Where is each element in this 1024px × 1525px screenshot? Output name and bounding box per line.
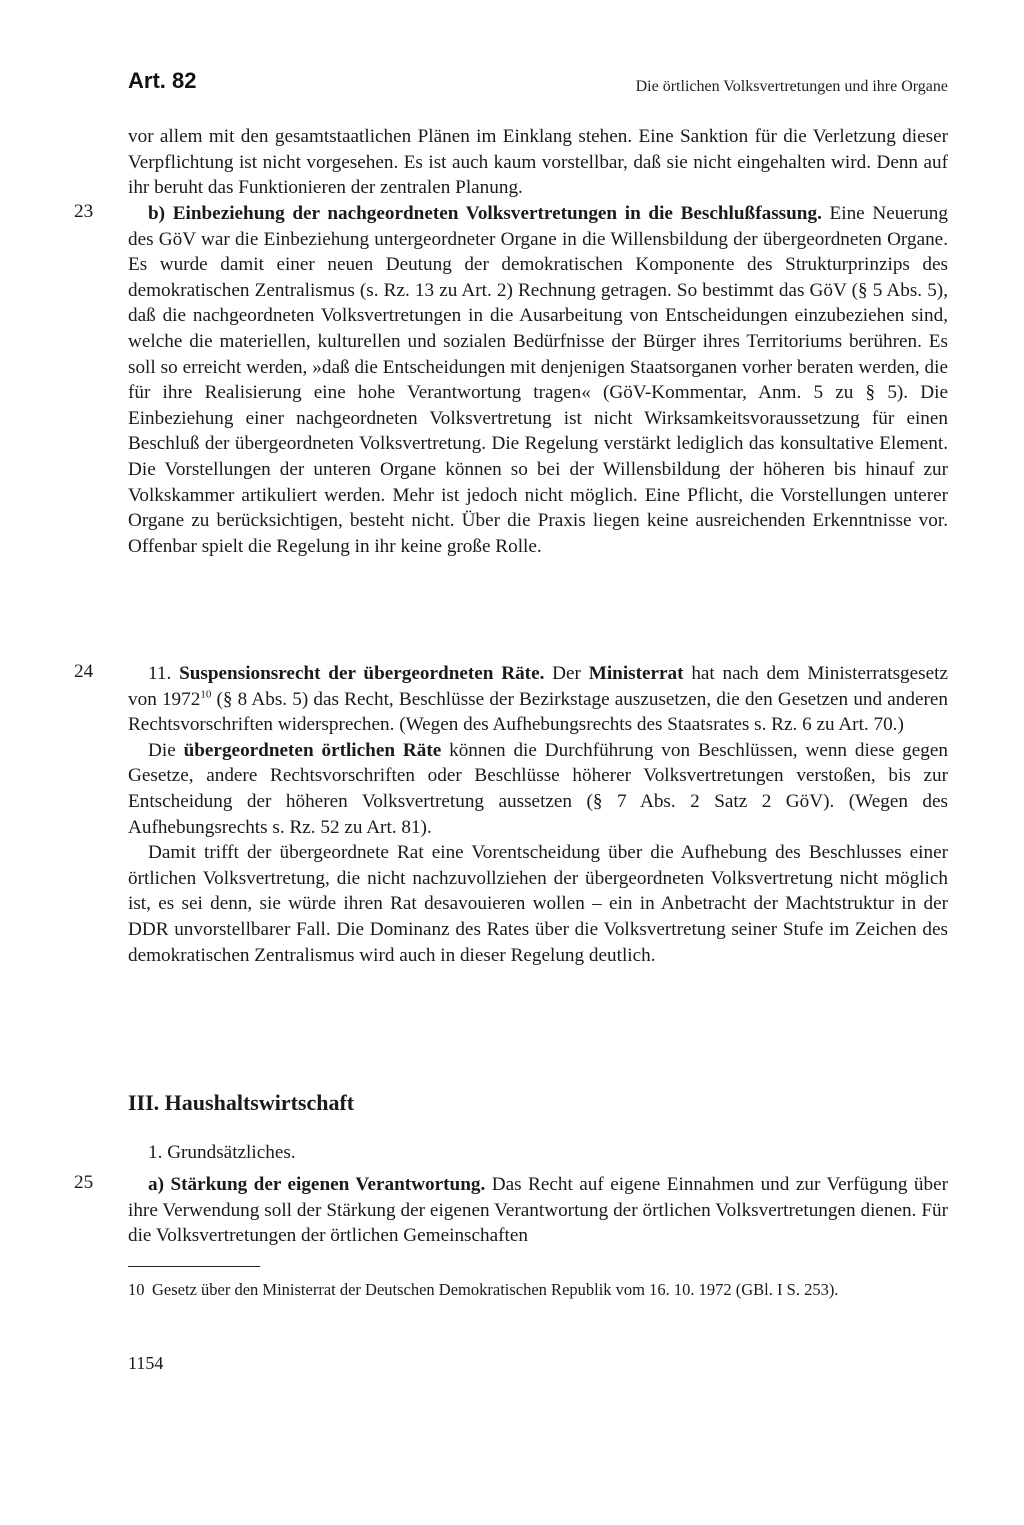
- intro-paragraph: [128, 124, 948, 201]
- intro-text: vor allem mit den gesamtstaatlichen Plänen im Einklang stehen. Eine Sanktion für die Verletzung dieser Verpflichtung ist nicht vorgesehen. Es ist auch kaum vorstellbar, daß sie nicht eingehalten wird. Denn auf ihr beruht das Funktionieren der zentralen Planung.: [128, 126, 948, 199]
- paragraph-24c-text: Damit trifft der übergeordnete Rat eine Vorentscheidung über die Aufhebung des Beschlusses einer örtlichen Volksvertretung, die nicht nachzuvollziehen der übergeordneten Volksvertretung nicht möglich ist, es sei denn, sie würde ihren Rat desavouieren wollen – ein in Anbetracht der Machtstruktur in der DDR unvorstellbarer Fall. Die Dominanz des Rates über die Volksvertretung seiner Stufe im Zeichen des demokratischen Zentralismus wird auch in dieser Regelung deutlich.: [128, 842, 948, 966]
- paragraph-24b-t2: können die Durchführung von Beschlüssen, wenn diese gegen Gesetze, andere Rechtsvorschriften oder Beschlüsse höherer Volksvertretungen verstoßen, bis zur Entscheidung der höheren Volksvertretung aussetzen (§ 7 Abs. 2 Satz 2 GöV). (Wegen des Aufhebungsrechts s. Rz. 52 zu Art. 81).: [128, 739, 948, 838]
- footnote-text: Gesetz über den Ministerrat der Deutschen Demokratischen Republik vom 16. 10. 1972 (GBl. I S. 253).: [152, 1280, 839, 1299]
- subsection-heading: 1. Grundsätzliches.: [148, 1142, 296, 1163]
- paragraph-24b-bold: übergeordneten örtlichen Räte: [183, 739, 442, 761]
- paragraph-23: [128, 201, 948, 559]
- paragraph-24b-t1: Die: [148, 739, 184, 761]
- paragraph-25-body: Das Recht auf eigene Einnahmen und zur Verfügung über ihre Verwendung soll der Stärkung der eigenen Verantwortung der örtlichen Volksvertretungen dienen. Für die Volksvertretungen der örtlichen Gemeinschaften: [128, 1174, 948, 1247]
- paragraph-25-heading: a) Stärkung der eigenen Verantwortung.: [148, 1174, 486, 1195]
- paragraph-24-t3: (§ 8 Abs. 5) das Recht, Beschlüsse der Bezirkstage auszusetzen, die den Gesetzen und anderen Rechtsvorschriften widersprechen. (Wegen des Aufhebungsrechts des Staatsrates s. Rz. 6 zu Art. 70.): [128, 688, 949, 736]
- paragraph-24: [128, 661, 948, 968]
- margin-number-24: 24: [74, 661, 94, 682]
- paragraph-23-body: Eine Neuerung des GöV war die Einbeziehung untergeordneter Organe in die Willensbildung der übergeordneten Organe. Es wurde damit einer neuen Deutung der demokratischen Komponente des Strukturprinzips des demokratischen Zentralismus (s. Rz. 13 zu Art. 2) Rechnung getragen. So bestimmt das GöV (§ 5 Abs. 5), daß die nachgeordneten Volksvertretungen in die Ausarbeitung von Entscheidungen einzubeziehen sind, welche die materiellen, kulturellen und sozialen Bedürfnisse der Bürger ihres Territoriums berühren. Es soll so erreicht werden, »daß die Entscheidungen mit denjenigen Staatsorganen vorher beraten werden, die für ihre Realisierung eine hohe Verantwortung tragen« (GöV-Kommentar, Anm. 5 zu § 5). Die Einbeziehung einer nachgeordneten Volksvertretung ist nicht Wirksamkeitsvoraussetzung für einen Beschluß der übergeordneten Volksvertretung. Die Regelung verstärkt lediglich das konsultative Element. Die Vorstellungen der unteren Organe können so bei der Willensbildung der höheren bis hinauf zur Volkskammer artikuliert werden. Mehr ist jedoch nicht möglich. Eine Pflicht, die Vorstellungen unterer Organe zu berücksichtigen, besteht nicht. Über die Praxis liegen keine ausreichenden Erkenntnisse vor. Offenbar spielt die Regelung in ihr keine große Rolle.: [128, 203, 948, 557]
- paragraph-24-number: 11.: [148, 663, 172, 684]
- paragraph-24-bold: Ministerrat: [588, 663, 684, 684]
- section-heading: III. Haushaltswirtschaft: [128, 1090, 355, 1115]
- margin-number-23: 23: [74, 201, 94, 222]
- page-number: 1154: [128, 1353, 164, 1373]
- paragraph-25-text: [128, 1172, 948, 1249]
- paragraph-23-heading: b) Einbeziehung der nachgeordneten Volksvertretungen in die Beschlußfassung.: [148, 203, 822, 224]
- paragraph-25: [128, 1172, 948, 1249]
- footnote-divider: [128, 1266, 260, 1267]
- article-label: Art. 82: [128, 68, 197, 93]
- footnote: [128, 1279, 948, 1301]
- paragraph-23-text: [128, 201, 948, 559]
- footnote-reference[interactable]: 10: [200, 688, 212, 701]
- paragraph-24-t1: Der: [544, 663, 589, 684]
- paragraph-24-text: [128, 661, 948, 738]
- paragraph-24b-text: [128, 738, 948, 840]
- paragraph-24-heading: Suspensionsrecht der übergeordneten Räte.: [179, 663, 545, 684]
- margin-number-25: 25: [74, 1172, 94, 1193]
- footnote-number: 10: [128, 1280, 145, 1299]
- running-title: Die örtlichen Volksvertretungen und ihre Organe: [635, 78, 948, 95]
- paragraph-24-t2: hat nach dem Ministerratsgesetz von 1972: [128, 663, 948, 710]
